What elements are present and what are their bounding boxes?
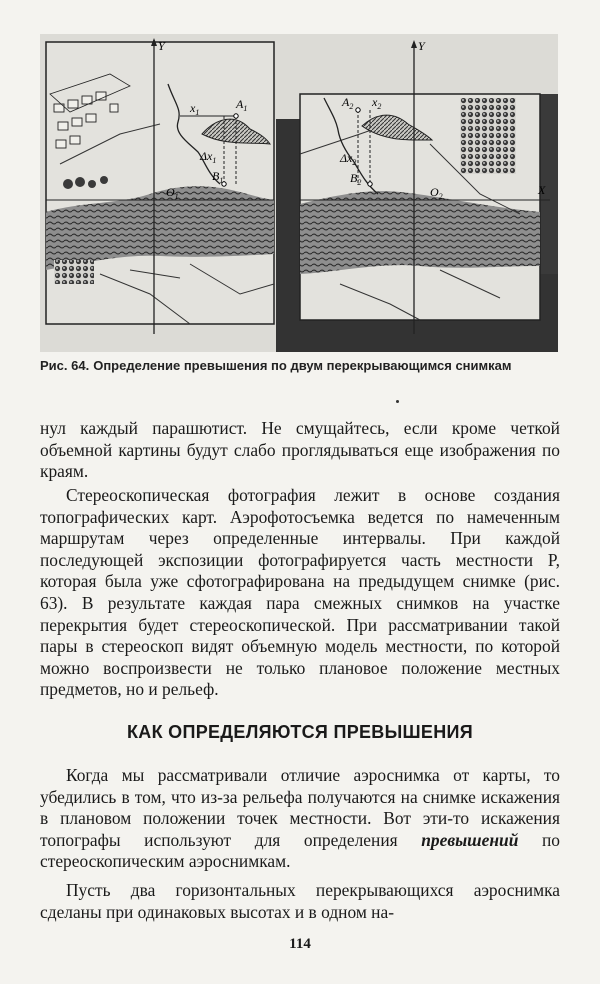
- paragraph-1: нул каждый парашютист. Не смущайтесь, если кроме четкой объемной картины будут слабо проглядываться еще изображения по краям.: [40, 418, 560, 482]
- label-dx1: $\Delta x_1$: [200, 149, 217, 165]
- left-photo: [46, 38, 274, 334]
- label-x2: $x_2$: [372, 95, 382, 111]
- paragraph-3-part-2: по стереоскопическим аэроснимкам.: [40, 829, 560, 872]
- paragraph-2: Стереоскопическая фотография лежит в основе создания топографических карт. Аэрофотосъемка ведется по намеченным маршрутам через определенные интервалы. При каждой последующей экспозиции фотографируется часть местности P, которая была уже сфотографирована на предыдущем снимке (рис. 63). В результате каждая пара смежных снимков на участке перекрытия будет стереоскопической. При рассматривании такой пары в стереоскоп видят объемную модель местности, по которой можно воспроизвести не только плановое положение местных предметов, но и рельеф.: [40, 485, 560, 700]
- label-o2: $O_2$: [430, 185, 443, 201]
- page-number: 114: [289, 936, 311, 952]
- label-b2: $B_2$: [350, 171, 362, 187]
- stereo-photo-pair-illustration: [40, 34, 558, 352]
- label-dx2: $\Delta x_2$: [340, 151, 357, 167]
- paragraph-3-part-1: Когда мы рассматривали отличие аэроснимка от карты, то убедились в том, что из-за рельефа получаются на снимке искажения в плановом положении точек местности. Вот эти-то искажения топографы используют для определения: [40, 765, 560, 850]
- paragraph-4: Пусть два горизонтальных перекрывающихся аэроснимка сделаны при одинаковых высотах и в одном на-: [40, 880, 560, 922]
- emphasis-term: превышений: [421, 829, 519, 850]
- caption-text: Определение превышения по двум перекрывающимся снимкам: [93, 358, 512, 373]
- label-a1: $A_1$: [236, 97, 248, 113]
- paragraph-3: [40, 765, 560, 873]
- section-heading: КАК ОПРЕДЕЛЯЮТСЯ ПРЕВЫШЕНИЯ: [126, 722, 473, 742]
- label-y-left: Y: [158, 39, 165, 53]
- label-y-right: Y: [418, 39, 425, 53]
- label-x1: $x_1$: [190, 101, 200, 117]
- label-a2: $A_2$: [342, 95, 354, 111]
- label-x-axis: X: [538, 183, 546, 197]
- label-o1: $O_1$: [166, 185, 179, 201]
- figure-64: [40, 34, 558, 352]
- figure-caption: [40, 357, 560, 374]
- label-b1: $B_1$: [212, 169, 224, 185]
- caption-number: Рис. 64.: [40, 358, 90, 373]
- print-speck: [396, 400, 399, 403]
